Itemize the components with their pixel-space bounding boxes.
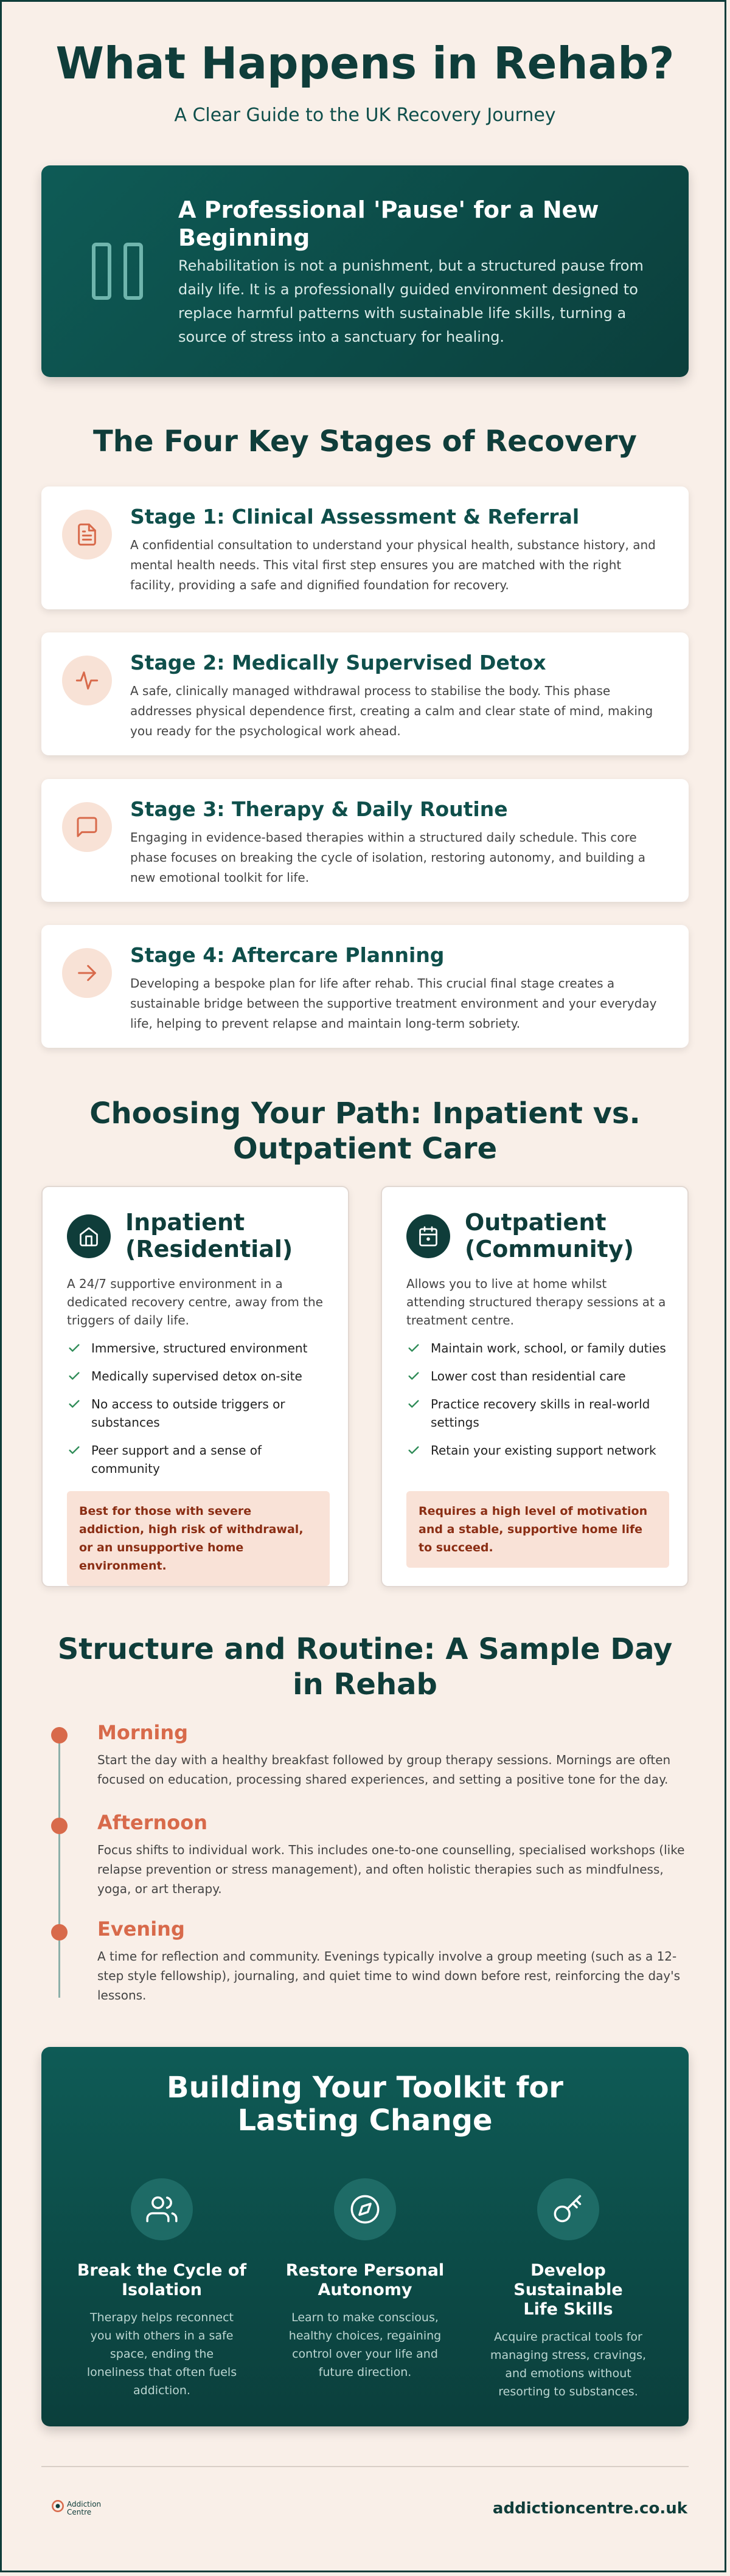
list-item [67, 1395, 328, 1432]
pulse-icon [75, 668, 99, 693]
point-text: Practice recovery skills in real-world settings [431, 1397, 650, 1430]
hero-text: Rehabilitation is not a punishment, but a structured pause from daily life. It is a professionally guided environment designed to replace harmful patterns with sustainable life skills, turning a source of stress into a sanctuary for healing. [178, 257, 644, 345]
stage-card-1 [41, 486, 689, 609]
logo-icon [50, 2498, 66, 2514]
page-subtitle: A Clear Guide to the UK Recovery Journey [174, 105, 556, 126]
toolkit-item-title: Develop Sustainable Life Skills [513, 2261, 623, 2319]
timeline-line [58, 1727, 60, 1998]
logo-line2: Centre [67, 2508, 92, 2516]
arrow-right-icon [75, 961, 99, 985]
stage-card-4 [41, 925, 689, 1048]
toolkit-item-text: Acquire practical tools for managing stress, cravings, and emotions without resorting to substances. [490, 2330, 647, 2398]
care-icon-circle [406, 1214, 450, 1258]
stage-text: A safe, clinically managed withdrawal process to stabilise the body. This phase addresses physical dependence first, creating a calm and clear state of mind, making you ready for the psychological work ahead. [130, 684, 653, 738]
check-icon [67, 1397, 82, 1411]
stage-title: Stage 1: Clinical Assessment & Referral [130, 505, 580, 528]
calendar-icon [417, 1225, 439, 1247]
timeline-dot [51, 1924, 68, 1941]
stage-title: Stage 2: Medically Supervised Detox [130, 651, 546, 674]
toolkit-item-text: Therapy helps reconnect you with others in a safe space, ending the loneliness that often fuels addiction. [86, 2311, 237, 2397]
point-text: Retain your existing support network [431, 1443, 656, 1458]
document-icon [75, 522, 99, 547]
toolkit-item-text: Learn to make conscious, healthy choices, regaining control over your life and future direction. [288, 2311, 442, 2379]
stage-text: Engaging in evidence-based therapies within a structured daily schedule. This core phase focuses on breaking the cycle of isolation, restoring autonomy, and building a new emotional toolkit for life. [130, 830, 646, 885]
toolkit-item-title: Restore Personal Autonomy [285, 2261, 445, 2299]
care-title: Inpatient (Residential) [125, 1209, 293, 1262]
page-title: What Happens in Rehab? [55, 38, 675, 89]
path-heading: Choosing Your Path: Inpatient vs. Outpatient Care [89, 1096, 641, 1166]
point-text: Medically supervised detox on-site [91, 1369, 302, 1383]
care-description: Allows you to live at home whilst attending structured therapy sessions at a treatment centre. [406, 1276, 666, 1328]
logo[interactable] [67, 2501, 101, 2516]
chat-icon [75, 815, 99, 839]
toolkit-heading: Building Your Toolkit for Lasting Change [167, 2071, 563, 2138]
check-icon [406, 1342, 421, 1355]
list-item [67, 1367, 328, 1385]
care-icon-circle [67, 1214, 111, 1258]
toolkit-icon-circle [131, 2178, 193, 2240]
timeline-title: Morning [97, 1721, 189, 1744]
hero-title: A Professional 'Pause' for a New Beginning [178, 196, 599, 251]
stage-icon-circle [62, 656, 112, 705]
care-points [406, 1339, 668, 1469]
list-item [406, 1339, 668, 1357]
toolkit-item-1 [71, 2178, 253, 2400]
hero-card [41, 165, 689, 377]
point-text: Maintain work, school, or family duties [431, 1341, 666, 1356]
check-icon [406, 1444, 421, 1457]
point-text: Lower cost than residential care [431, 1369, 626, 1383]
toolkit-item-2 [274, 2178, 456, 2381]
timeline-title: Evening [97, 1917, 185, 1941]
toolkit-icon-circle [537, 2178, 599, 2240]
inpatient-card [41, 1186, 349, 1587]
stage-title: Stage 3: Therapy & Daily Routine [130, 797, 508, 821]
timeline-text: A time for reflection and community. Evenings typically involve a group meeting (such as a 12-step style fellowship), journaling, and quiet time to wind down before rest, reinforcing the day's lessons. [97, 1949, 681, 2003]
care-note: Requires a high level of motivation and a stable, supportive home life to succeed. [406, 1491, 669, 1568]
stage-icon-circle [62, 802, 112, 852]
check-icon [67, 1369, 82, 1383]
list-item [67, 1339, 328, 1357]
timeline-text: Start the day with a healthy breakfast followed by group therapy sessions. Mornings are often focused on education, processing shared experiences, and setting a positive tone for the day. [97, 1753, 671, 1787]
timeline-dot [51, 1818, 68, 1834]
logo-line1: Addiction [67, 2500, 102, 2508]
list-item [67, 1441, 328, 1478]
timeline-text: Focus shifts to individual work. This includes one-to-one counselling, specialised workshops (like relapse prevention or stress management), and often holistic therapies such as mindfulness, yoga, or art therapy. [97, 1843, 685, 1896]
check-icon [67, 1342, 82, 1355]
list-item [406, 1367, 668, 1385]
point-text: Peer support and a sense of community [91, 1443, 262, 1476]
home-icon [78, 1225, 100, 1247]
toolkit-item-title: Break the Cycle of Isolation [77, 2261, 247, 2299]
timeline-title: Afternoon [97, 1811, 207, 1834]
stage-title: Stage 4: Aftercare Planning [130, 943, 445, 967]
stage-icon-circle [62, 948, 112, 998]
stage-text: A confidential consultation to understand your physical health, substance history, and mental health needs. This vital first step ensures you are matched with the right facility, providing a safe and dignified foundation for recovery. [130, 538, 656, 592]
outpatient-card [381, 1186, 689, 1587]
check-icon [406, 1397, 421, 1411]
check-icon [67, 1444, 82, 1457]
stage-text: Developing a bespoke plan for life after rehab. This crucial final stage creates a sustainable bridge between the supportive treatment environment and your everyday life, helping to prevent relapse and maintain long-term sobriety. [130, 976, 657, 1031]
stage-icon-circle [62, 510, 112, 559]
people-icon [146, 2193, 178, 2225]
stage-card-2 [41, 632, 689, 755]
timeline-dot [51, 1727, 68, 1743]
compass-icon [349, 2193, 381, 2225]
care-points [67, 1339, 328, 1487]
point-text: Immersive, structured environment [91, 1341, 308, 1356]
stage-card-3 [41, 779, 689, 902]
routine-heading: Structure and Routine: A Sample Day in Rehab [57, 1632, 673, 1702]
care-note: Best for those with severe addiction, high risk of withdrawal, or an unsupportive home environment. [67, 1491, 330, 1586]
pause-icon [90, 241, 148, 302]
care-description: A 24/7 supportive environment in a dedicated recovery centre, away from the triggers of daily life. [67, 1276, 323, 1328]
toolkit-icon-circle [334, 2178, 396, 2240]
list-item [406, 1395, 668, 1432]
footer-divider [41, 2466, 689, 2467]
toolkit-panel [41, 2047, 689, 2426]
stages-heading: The Four Key Stages of Recovery [93, 424, 637, 459]
check-icon [406, 1369, 421, 1383]
point-text: No access to outside triggers or substances [91, 1397, 285, 1430]
care-title: Outpatient (Community) [465, 1209, 634, 1262]
list-item [406, 1441, 668, 1459]
key-icon [552, 2193, 584, 2225]
toolkit-item-3 [477, 2178, 659, 2401]
website-link[interactable]: addictioncentre.co.uk [492, 2499, 687, 2518]
